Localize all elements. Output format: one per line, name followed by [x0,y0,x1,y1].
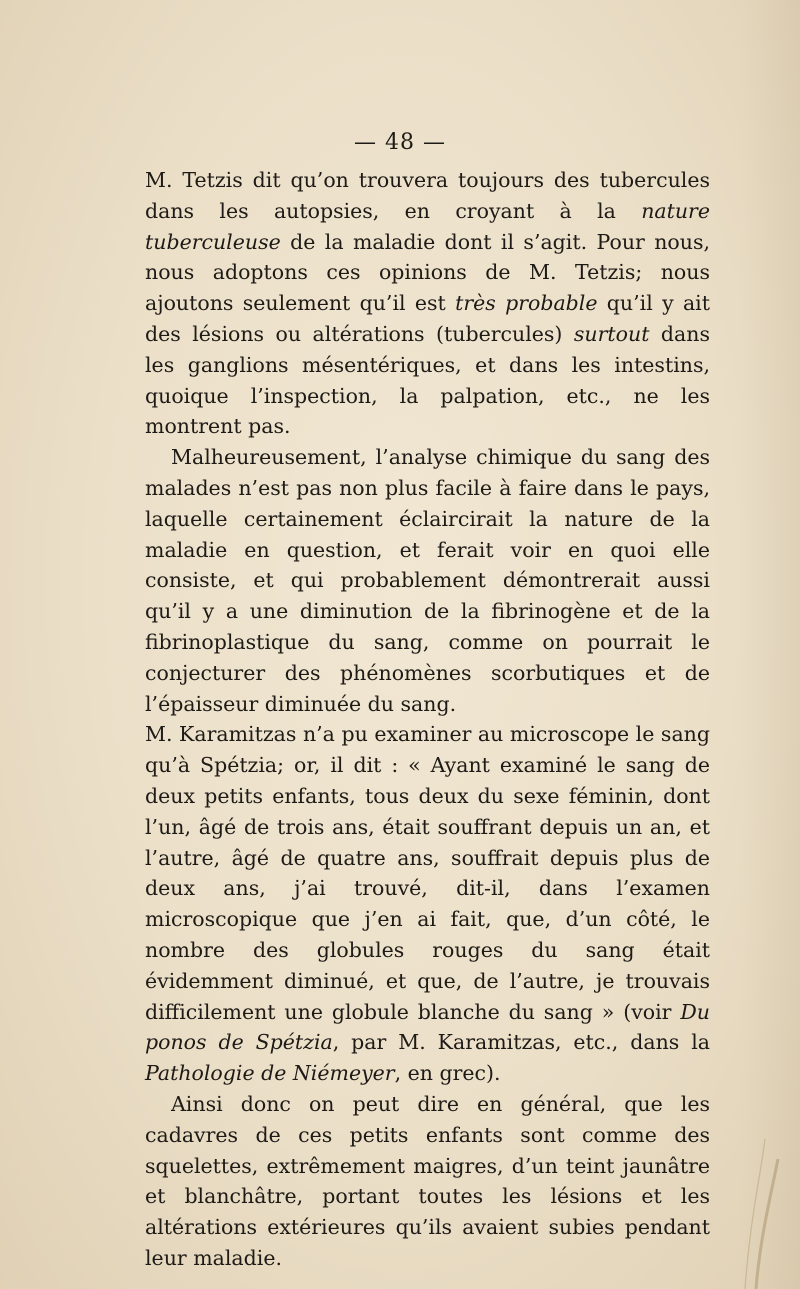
text-segment: dans les ganglions mésentériques, et dans les intestins, quoique l’inspection, la palpation, etc., ne les montrent pas. [145,321,710,439]
italic-text: Pathologie de Niémeyer [145,1061,395,1086]
text-segment: M. Karamitzas n’a pu examiner au microscope le sang qu’à Spétzia; or, il dit : « Ayant examiné le sang de deux petits enfants, tous deux du sexe féminin, dont l’un, âgé de trois ans, était souffrant depuis un an, et l’autre, âgé de quatre ans, souffrait depuis plus de deux ans, j’ai trouvé, dit-il, dans l’examen microscopique que j’en ai fait, que, d’un côté, le nombre des globules rouges du sang était évidemment diminué, et que, de l’autre, je trouvais difficilement une globule blanche du sang » (voir [145,722,710,1024]
text-segment: , en grec). [394,1061,501,1086]
text-segment: qu’il y ait des lésions ou altérations (tubercules) [145,291,710,346]
text-segment: Malheureusement, l’analyse chimique du sang des malades n’est pas non plus facile à faire dans le pays, laquelle certainement éclaircirait la nature de la maladie en question, et ferait voir en quoi elle consiste, et qui probablement démontrerait aussi qu’il y a une diminution de la fibrinogène et de la fibrinoplastique du sang, comme on pourrait le conjecturer des phénomènes scorbutiques et de l’épaisseur diminuée du sang. [145,445,710,716]
text-segment: Ainsi donc on peut dire en général, que les cadavres de ces petits enfants sont comme des squelettes, extrêmement maigres, d’un teint jaunâtre et blanchâtre, portant toutes les lésions et les altérations extérieures qu’ils avaient subies pendant leur maladie. [145,1091,710,1270]
text-segment: M. Tetzis dit qu’on trouvera toujours des tubercules dans les autopsies, en croyant à la [145,168,710,223]
paragraph [145,165,710,442]
paragraph [145,719,710,1089]
italic-text: surtout [573,321,650,346]
italic-text: Du ponos de Spétzia [145,999,710,1055]
page-edge-shadow [740,0,800,1289]
paragraph [145,442,710,719]
text-segment: de la maladie dont il s’agit. Pour nous, nous adoptons ces opinions de M. Tetzis; nous ajoutons seulement qu’il est [145,229,710,316]
page-number: — 48 — [354,130,446,155]
italic-text: nature tuberculeuse [145,198,710,254]
body-text [145,165,710,1274]
italic-text: très probable [455,291,598,316]
text-segment: , par M. Karamitzas, etc., dans la [332,1030,710,1055]
paper-crease-mark [690,1129,780,1289]
paragraph [145,1089,710,1274]
